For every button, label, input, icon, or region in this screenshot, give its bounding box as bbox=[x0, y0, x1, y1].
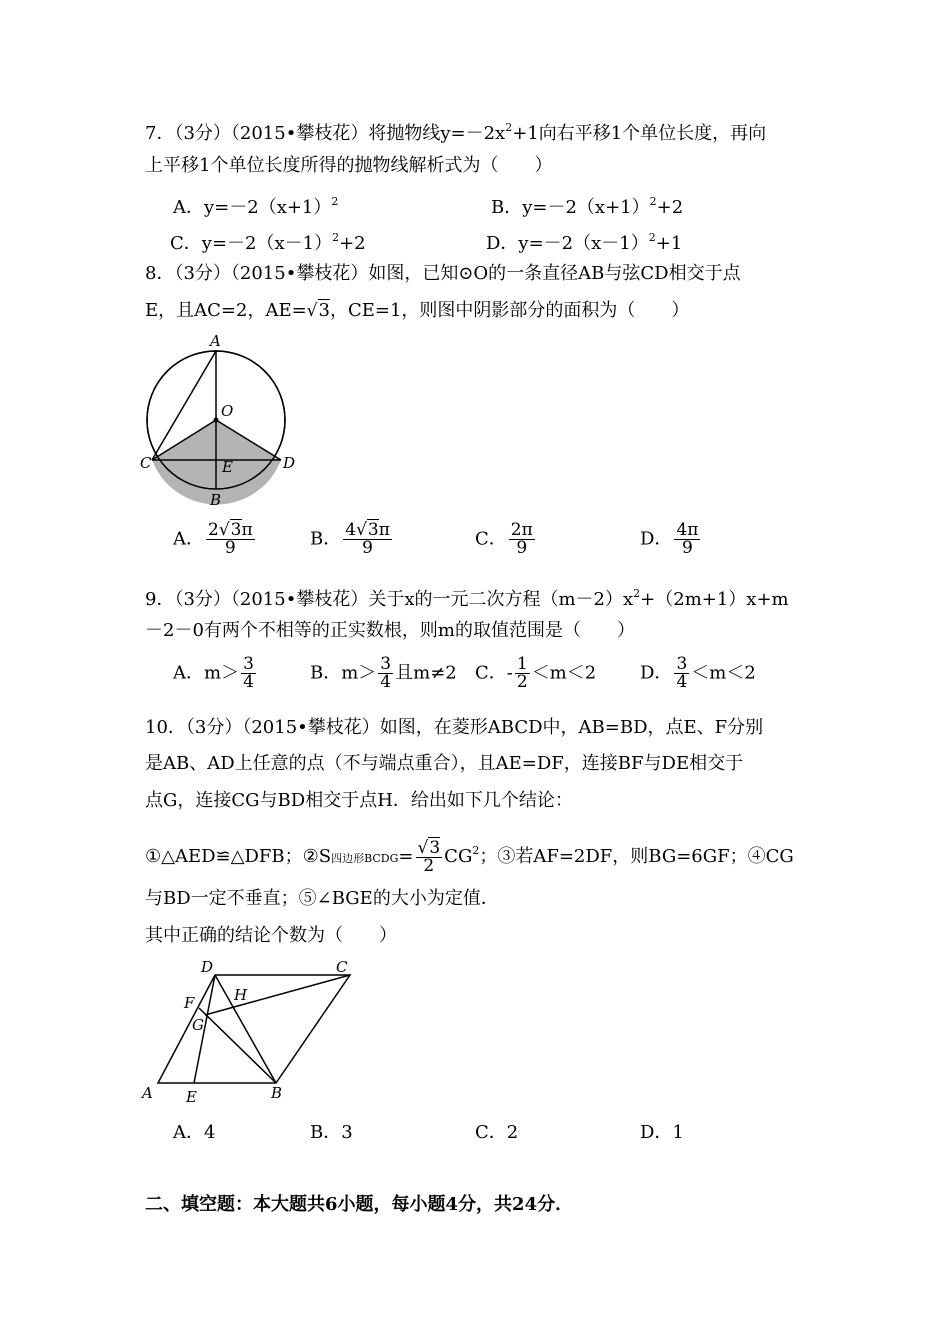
label-f: F bbox=[184, 994, 195, 1012]
q8-option-d[interactable]: D． $\frac{4\pi}{9}$ bbox=[640, 520, 699, 558]
q10-line1: 10．（3分）（2015•攀枝花）如图，在菱形ABCD中，AB=BD，点E、F分别 bbox=[145, 717, 764, 738]
q10-line4: ①△AED≌△DFB；②S四边形BCDG= $\frac{√3}{2}$ $CG^2$；③若AF=2DF，则BG=6GF；④CG bbox=[145, 837, 794, 876]
q10-line3: 点G，连接CG与BD相交于点H．给出如下几个结论： bbox=[145, 790, 573, 811]
q7-line1: 7．（3分）（2015•攀枝花）将抛物线$y=-2x^2+1$向右平移1个单位长度，再向 bbox=[145, 121, 767, 144]
q8-circle-figure bbox=[138, 330, 298, 510]
q9-line1: 9．（3分）（2015•攀枝花）关于x的一元二次方程$(m-2)x^2+(2m+1)x+m$ bbox=[145, 587, 789, 610]
label-a: A bbox=[210, 332, 221, 350]
label-h: H bbox=[234, 986, 248, 1004]
label-g: G bbox=[192, 1016, 204, 1034]
label-b: B bbox=[271, 1084, 283, 1102]
q9-line2: －2－0有两个不相等的正实数根，则m的取值范围是（ ） bbox=[145, 620, 635, 641]
q9-option-b[interactable]: B．m＞ $\frac{3}{4}$ 且m≠2 bbox=[310, 654, 457, 692]
label-e: E bbox=[186, 1088, 197, 1106]
q8-option-b[interactable]: B． $\frac{4√3\pi}{9}$ bbox=[310, 520, 390, 558]
q9-option-d[interactable]: D． $\frac{3}{4}$ ＜m＜2 bbox=[640, 654, 756, 692]
label-a: A bbox=[142, 1084, 153, 1102]
q10-line2: 是AB、AD上任意的点（不与端点重合），且AE=DF，连接BF与DE相交于 bbox=[145, 753, 744, 774]
q10-option-b[interactable]: B．3 bbox=[310, 1122, 353, 1143]
label-d: D bbox=[283, 454, 296, 472]
q10-option-d[interactable]: D．1 bbox=[640, 1122, 684, 1143]
q8-option-a[interactable]: A． $\frac{2√3\pi}{9}$ bbox=[173, 520, 253, 558]
segment-bf bbox=[199, 1008, 276, 1083]
q9-option-a[interactable]: A．m＞ $\frac{3}{4}$ bbox=[173, 654, 254, 692]
q7-option-c[interactable]: C．$y=-2(x-1)^2+2$ bbox=[170, 231, 366, 254]
label-o: O bbox=[221, 402, 234, 420]
rhombus-abcd bbox=[158, 975, 350, 1083]
label-c: C bbox=[336, 958, 348, 976]
q8-line2: E，且AC=2，AE=√3，CE=1，则图中阴影部分的面积为（ ） bbox=[145, 300, 690, 321]
section-2-heading: 二、填空题：本大题共6小题，每小题4分，共24分． bbox=[145, 1194, 574, 1215]
q10-option-c[interactable]: C．2 bbox=[475, 1122, 519, 1143]
q7-line2: 上平移1个单位长度所得的抛物线解析式为（ ） bbox=[145, 155, 553, 176]
label-b: B bbox=[210, 491, 222, 509]
q9-option-c[interactable]: C．- $\frac{1}{2}$ ＜m＜2 bbox=[475, 654, 597, 692]
label-e: E bbox=[222, 458, 233, 476]
q7-option-d[interactable]: D．$y=-2(x-1)^2+1$ bbox=[486, 231, 683, 254]
q10-line5: 与BD一定不垂直；⑤∠BGE的大小为定值． bbox=[145, 888, 499, 909]
label-c: C bbox=[140, 454, 152, 472]
label-d: D bbox=[201, 958, 214, 976]
q7-option-b[interactable]: B．$y=-2(x+1)^2+2$ bbox=[491, 195, 684, 218]
q10-line6: 其中正确的结论个数为（ ） bbox=[145, 925, 397, 946]
q10-rhombus-figure bbox=[138, 955, 368, 1110]
q8-line1: 8．（3分）（2015•攀枝花）如图，已知⊙O的一条直径AB与弦CD相交于点 bbox=[145, 263, 741, 284]
q10-option-a[interactable]: A．4 bbox=[173, 1122, 216, 1143]
center-point bbox=[214, 418, 219, 423]
q7-option-a[interactable]: A．$y=-2(x+1)^2$ bbox=[173, 195, 339, 218]
q8-option-c[interactable]: C． $\frac{2\pi}{9}$ bbox=[475, 520, 533, 558]
